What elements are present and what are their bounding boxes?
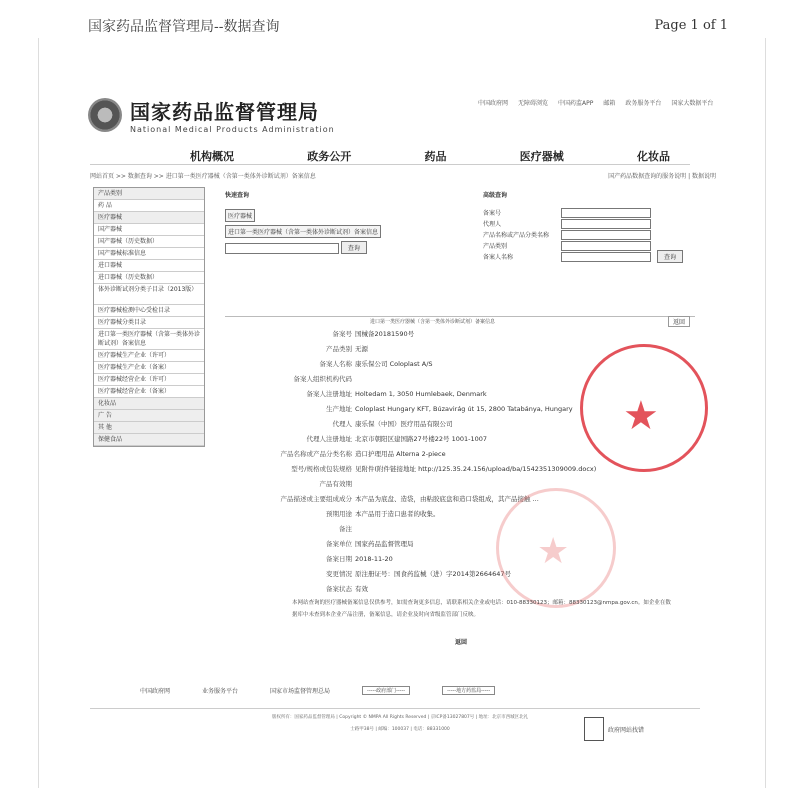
detail-key: 型号/规格或包装规格	[291, 465, 352, 473]
result-title: 进口第一类医疗器械（含第一类体外诊断试剂）备案信息	[370, 319, 496, 325]
field-label: 产品名称或产品分类名称	[483, 232, 550, 239]
detail-key: 产品名称或产品分类名称	[280, 450, 352, 458]
detail-value: 有效	[355, 585, 368, 593]
field-label: 代理人	[483, 221, 502, 228]
result-back-button[interactable]: 返回	[668, 316, 690, 327]
footer-link[interactable]: 业务服务平台	[202, 688, 239, 695]
nav-item[interactable]: 化妆品	[637, 150, 670, 163]
field-input[interactable]	[561, 252, 651, 262]
toplink[interactable]: 中国政府网	[478, 100, 509, 107]
print-header: 国家药品监督管理局--数据查询	[88, 19, 280, 35]
detail-key: 备案状态	[326, 585, 352, 593]
detail-key: 备案号	[332, 330, 352, 338]
site-title-cn: 国家药品监督管理局	[130, 100, 319, 124]
seal-star-icon: ★	[537, 531, 570, 572]
category-select[interactable]: 医疗器械	[225, 209, 255, 222]
sidebar-item[interactable]: 药 品	[94, 200, 204, 212]
red-company-seal	[580, 344, 708, 472]
toplink[interactable]: 政务服务平台	[625, 100, 662, 107]
detail-key: 生产地址	[326, 405, 352, 413]
sidebar-item[interactable]: 医疗器械生产企业（许可）	[94, 350, 204, 362]
detail-key: 产品类别	[326, 345, 352, 353]
site-logo[interactable]	[88, 96, 335, 134]
nav-item[interactable]: 医疗器械	[519, 150, 564, 163]
sidebar-item[interactable]: 医疗器械分类目录	[94, 317, 204, 329]
field-input[interactable]	[561, 208, 651, 218]
breadcrumb[interactable]: 网站首页 >> 数据查询 >> 进口第一类医疗器械（含第一类体外诊断试剂）备案信息	[90, 173, 316, 180]
breadcrumb-help[interactable]: 国产药品数据查询的服务说明 | 数据说明	[608, 173, 716, 180]
detail-row	[224, 522, 684, 537]
detail-key: 备案日期	[326, 555, 352, 563]
detail-value: 北京市朝阳区建国路27号楼22号 1001-1007	[355, 435, 488, 443]
sidebar-item[interactable]: 进口器械	[94, 260, 204, 272]
back-button[interactable]: 返回	[455, 639, 468, 646]
copyright: 版权所有：国家药品监督管理局 | Copyright © NMPA All Rights Reserved | 京ICP备13027807号 | 地址：北京市西城区北礼士路甲38号 | 邮编：100037 | 电话：88331000	[271, 715, 529, 732]
sidebar-item[interactable]: 医疗器械经营企业（备案）	[94, 386, 204, 398]
advanced-search-button[interactable]: 查询	[657, 250, 683, 263]
field-label: 备案人名称	[483, 254, 514, 261]
sidebar-item[interactable]: 国产器械标准信息	[94, 248, 204, 260]
detail-value: 国械备20181590号	[355, 330, 415, 338]
detail-value: Holtedam 1, 3050 Humlebaek, Denmark	[355, 390, 487, 398]
gov-site-icon	[584, 717, 604, 741]
sidebar-item[interactable]: 保健食品	[94, 434, 204, 446]
sidebar-item[interactable]: 产品类别	[94, 188, 204, 200]
detail-value: 康乐保公司 Coloplast A/S	[355, 360, 433, 368]
search-input[interactable]	[225, 243, 339, 254]
field-input[interactable]	[561, 230, 651, 240]
detail-value: 2018-11-20	[355, 555, 393, 563]
detail-key: 备注	[339, 525, 352, 533]
sidebar-item[interactable]: 广 告	[94, 410, 204, 422]
faded-official-seal	[496, 488, 616, 608]
toplink[interactable]: 邮箱	[603, 100, 616, 107]
field-label: 产品类别	[483, 243, 508, 250]
nav-item[interactable]: 药品	[424, 150, 447, 163]
search-button[interactable]: 查询	[341, 241, 367, 254]
quick-search	[225, 190, 381, 254]
nav-item[interactable]: 政务公开	[307, 150, 352, 163]
notice-text: 本网站查询的医疗器械备案信息仅供参考，如需查询更多信息，请联系相关企业或电话：010-88330123；邮箱：88330123@nmpa.gov.cn。如企业在数据库中未查到本企业产品注册，备案信息，请企业及时向省级监管部门反映。	[292, 600, 671, 618]
main-nav	[190, 148, 670, 164]
quick-search-label: 快速查询	[225, 192, 250, 199]
toplink[interactable]: 国家大数据平台	[671, 100, 714, 107]
detail-key: 备案单位	[326, 540, 352, 548]
detail-key: 备案人注册地址	[306, 390, 352, 398]
detail-value: 原注册证号：国食药监械（进）字2014第2664647号	[355, 570, 511, 578]
detail-value: 康乐保（中国）医疗用品有限公司	[355, 420, 453, 428]
detail-key: 预期用途	[326, 510, 352, 518]
advanced-search	[483, 190, 693, 262]
sidebar-item[interactable]: 医疗器械检测中心受检目录	[94, 305, 204, 317]
site-title-en: National Medical Products Administration	[130, 125, 335, 134]
footer-link[interactable]: 国家市场监督管理总局	[270, 688, 331, 695]
footer-link[interactable]: 中国政府网	[140, 688, 171, 695]
sidebar-item[interactable]: 医疗器械经营企业（许可）	[94, 374, 204, 386]
detail-key: 代理人注册地址	[306, 435, 352, 443]
result-divider	[225, 316, 695, 317]
footer-links	[140, 686, 680, 695]
nav-divider	[90, 164, 690, 165]
type-select[interactable]: 进口第一类医疗器械（含第一类体外诊断试剂）备案信息	[225, 225, 381, 238]
nav-item[interactable]: 机构概况	[190, 150, 234, 163]
toplink[interactable]: 中国药监APP	[558, 100, 594, 107]
sidebar-item[interactable]: 国产器械	[94, 224, 204, 236]
sidebar-item[interactable]: 进口器械（历史数据）	[94, 272, 204, 284]
page-number: Page 1 of 1	[654, 18, 728, 33]
sidebar-item-active[interactable]: 进口第一类医疗器械（含第一类体外诊断试剂）备案信息	[94, 329, 204, 350]
gov-error-label: 政府网站找错	[608, 726, 645, 734]
gov-error-link[interactable]	[584, 717, 644, 741]
detail-key: 代理人	[332, 420, 352, 428]
sidebar	[93, 187, 205, 447]
detail-key: 产品有效期	[319, 480, 352, 488]
detail-value: 本产品用于造口患者的收集。	[355, 510, 440, 518]
detail-row	[224, 567, 684, 582]
detail-row	[224, 582, 684, 597]
detail-value: 国家药品监督管理局	[355, 540, 414, 548]
detail-value: 造口护理用品 Alterna 2-piece	[355, 450, 446, 458]
sidebar-item[interactable]: 国产器械（历史数据）	[94, 236, 204, 248]
sidebar-item[interactable]: 体外诊断试剂分类子目录（2013版）	[94, 284, 204, 305]
field-label: 备案号	[483, 210, 502, 217]
sidebar-item[interactable]: 医疗器械	[94, 212, 204, 224]
local-select[interactable]: -----地方药监局-----	[442, 686, 495, 695]
top-links	[478, 98, 718, 107]
sidebar-item[interactable]: 其 他	[94, 422, 204, 434]
national-emblem-icon	[88, 98, 122, 132]
detail-row	[224, 507, 684, 522]
sidebar-item[interactable]: 化妆品	[94, 398, 204, 410]
detail-row	[224, 477, 684, 492]
detail-value: 无源	[355, 345, 368, 353]
detail-key: 备案人名称	[319, 360, 352, 368]
toplink[interactable]: 无障碍浏览	[518, 100, 549, 107]
seal-star-icon: ★	[623, 393, 659, 439]
detail-key: 产品描述或主要组成成分	[280, 495, 352, 503]
dept-select[interactable]: -----政府部门-----	[362, 686, 410, 695]
detail-row	[224, 327, 684, 342]
detail-value: 本产品为底盘、造袋，由粘胶底盘和造口袋组成，其产品接触 ...	[355, 495, 539, 503]
detail-value: 见附件(附件链接地址 http://125.35.24.156/upload/ba/1542351309009.docx)	[355, 465, 597, 473]
sidebar-item[interactable]: 医疗器械生产企业（备案）	[94, 362, 204, 374]
detail-key: 变更情况	[326, 570, 352, 578]
detail-value: Coloplast Hungary KFT, Búzavirág út 15, 2800 Tatabánya, Hungary	[355, 405, 573, 413]
detail-row	[224, 492, 684, 507]
advanced-search-label: 高级查询	[483, 192, 508, 199]
field-input[interactable]	[561, 219, 651, 229]
footer-divider	[90, 708, 700, 709]
detail-key: 备案人组织机构代码	[293, 375, 352, 383]
field-input[interactable]	[561, 241, 651, 251]
